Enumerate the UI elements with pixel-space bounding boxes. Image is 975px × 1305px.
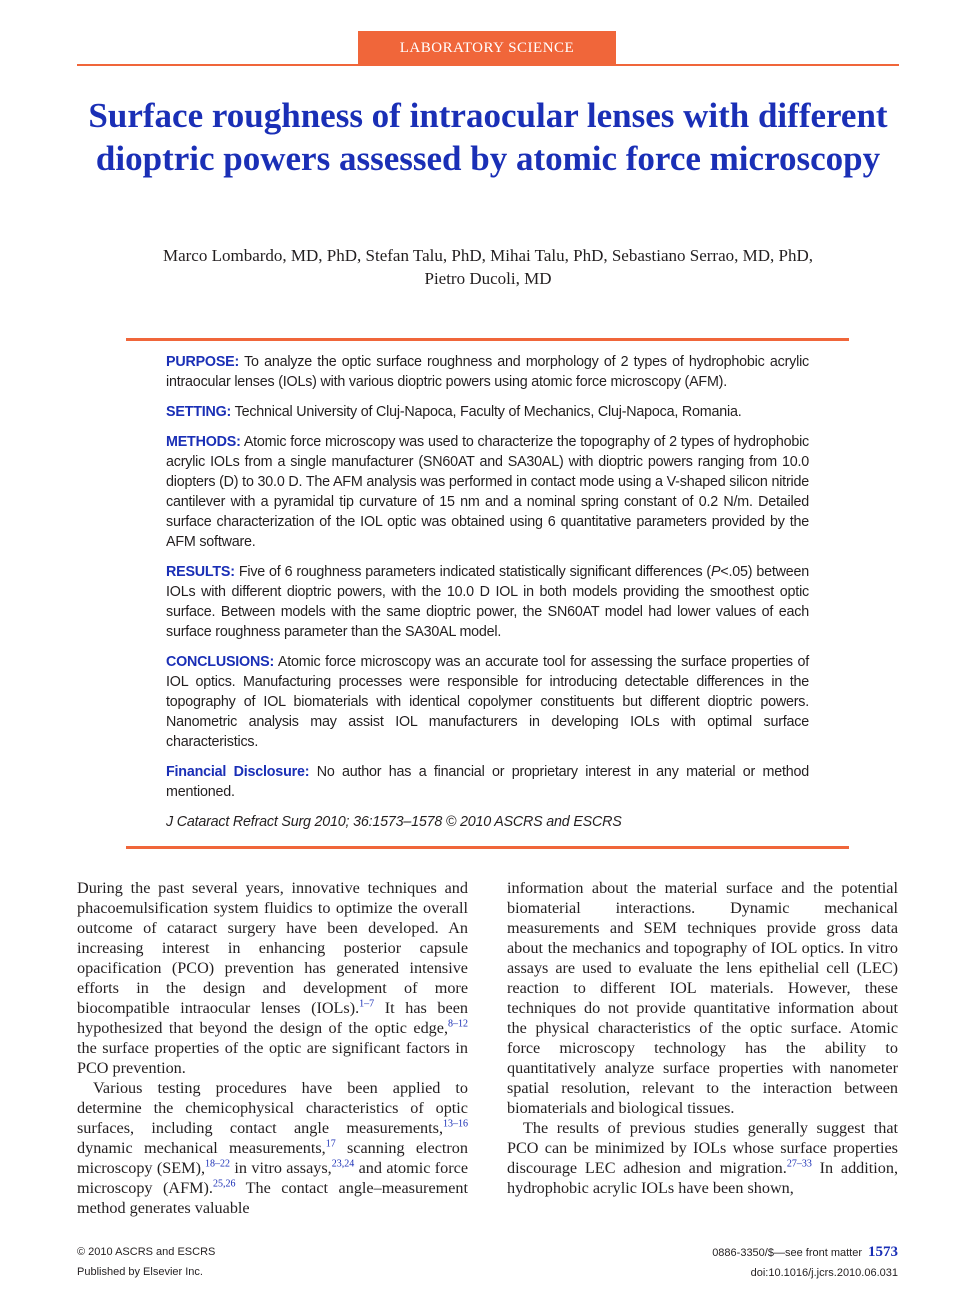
abstract	[166, 352, 809, 842]
body-column-right	[507, 878, 898, 1198]
abstract-methods	[166, 432, 809, 552]
reference-link[interactable]: 13–16	[443, 1118, 468, 1130]
article-title: Surface roughness of intraocular lenses with different dioptric powers assessed by atomic force microscopy	[88, 96, 888, 178]
page-number: 1573	[868, 1244, 898, 1260]
conclusions-label: CONCLUSIONS:	[166, 654, 275, 670]
p-value-symbol: P	[711, 564, 721, 580]
setting-label: SETTING:	[166, 404, 232, 420]
methods-text: Atomic force microscopy was used to characterize the topography of 2 types of hydrophobic acrylic IOLs from a single manufacturer (SN60AT and SA30AL) with dioptric powers ranging from 10.0 diopters (D) to 30.0 D. The AFM analysis was performed in contact mode using a V-shaped silicon nitride cantilever with a pyramidal tip curvature of 15 nm and a nominal spring constant of 0.2 N/m. Detailed surface characterization of the IOL optic was obtained using 6 quantitative parameters provided by the AFM software.	[166, 434, 810, 550]
header-rule	[77, 64, 899, 66]
financial-disclosure	[166, 762, 809, 802]
body-paragraph: information about the material surface and the potential biomaterial interactions. Dynamic mechanical measurements and SEM techniques provide gross data about the mechanics and topography of IOL optics. In vitro assays are used to evaluate the lens epithelial cell (LEC) reaction to different IOL materials. However, these techniques do not provide quantitative information about the physical characteristics of the optic surface. Atomic force microscopy technology has the ability to quantitatively analyze surface properties with nanometer spatial resolution, relevant to the interaction between biomaterials and biological tissues.	[507, 879, 898, 1117]
methods-label: METHODS:	[166, 434, 241, 450]
doi-text[interactable]: doi:10.1016/j.jcrs.2010.06.031	[750, 1267, 898, 1279]
section-tag: LABORATORY SCIENCE	[358, 31, 616, 65]
authors-line-1: Marco Lombardo, MD, PhD, Stefan Talu, PhD, Mihai Talu, PhD, Sebastiano Serrao, MD, PhD,	[162, 246, 814, 265]
footer-left	[77, 1242, 215, 1282]
body-paragraph: During the past several years, innovative techniques and phacoemulsification system fluidics to optimize the overall outcome of cataract surgery have been developed. An increasing interest in enhancing posterior capsule opacification (PCO) prevention has generated intensive efforts in the design and development of more biocompatible intraocular lenses (IOLs).$^{1-7}$ It has been hypothesized that beyond the design of the optic edge,$^{8-12}$ the surface properties of the optic are significant factors in PCO prevention.	[77, 879, 468, 1077]
conclusions-text: Atomic force microscopy was an accurate tool for assessing the surface properties of IOL optics. Manufacturing processes were responsible for introducing detectable differences in the topography of IOL biomaterials with identical copolymer constituents but different dioptric powers. Nanometric analysis may assist IOL manufacturers in developing IOLs with optimal surface characteristics.	[166, 654, 810, 750]
abstract-conclusions	[166, 652, 809, 752]
abstract-setting	[166, 402, 809, 422]
purpose-text: To analyze the optic surface roughness and morphology of 2 types of hydrophobic acrylic intraocular lenses (IOLs) with various dioptric powers using atomic force microscopy (AFM).	[166, 354, 809, 390]
results-label: RESULTS:	[166, 564, 235, 580]
reference-link[interactable]: 1–7	[359, 998, 375, 1010]
reference-link[interactable]: 25,26	[212, 1178, 236, 1190]
setting-text: Technical University of Cluj-Napoca, Faculty of Mechanics, Cluj-Napoca, Romania.	[234, 404, 742, 420]
authors-line-2: Pietro Ducoli, MD	[424, 269, 552, 288]
purpose-label: PURPOSE:	[166, 354, 240, 370]
issn-text: 0886-3350/$—see front matter	[712, 1247, 862, 1259]
abstract-results	[166, 562, 809, 642]
results-text: Five of 6 roughness parameters indicated statistically significant differences (P<.05) between IOLs with different dioptric powers, with the 10.0 D IOL in both models providing the smoothest optic surface. Between models with the same dioptric power, the SN60AT model had lower values of each surface roughness parameter than the SA30AL model.	[166, 564, 809, 640]
abstract-purpose	[166, 352, 809, 392]
reference-link[interactable]: 23,24	[331, 1158, 355, 1170]
footer-right	[712, 1242, 898, 1283]
body-paragraph: The results of previous studies generally suggest that PCO can be minimized by IOLs whose surface properties discourage LEC adhesion and migration.$^{27-33}$ In addition, hydrophobic acrylic IOLs have been shown,	[507, 1119, 898, 1197]
body-column-left	[77, 878, 468, 1218]
disclosure-text: No author has a financial or proprietary interest in any material or method mentioned.	[166, 764, 809, 800]
abstract-bottom-rule	[126, 846, 849, 849]
reference-link[interactable]: 8–12	[448, 1018, 468, 1030]
disclosure-label: Financial Disclosure:	[166, 764, 310, 780]
reference-link[interactable]: 27–33	[786, 1158, 812, 1170]
reference-link[interactable]: 17	[325, 1138, 336, 1150]
body-paragraph: Various testing procedures have been applied to determine the chemicophysical characteristics of optic surfaces, including contact angle measurements,$^{13-16}$ dynamic mechanical measurements,$^{17}$ scanning electron microscopy (SEM),$^{18-22}$ in vitro assays,$^{23,24}$ and atomic force microscopy (AFM).$^{25,26}$ The contact angle–measurement method generates valuable	[77, 1079, 469, 1217]
abstract-top-rule	[126, 338, 849, 341]
author-list	[77, 244, 899, 290]
journal-citation: J Cataract Refract Surg 2010; 36:1573–1578 © 2010 ASCRS and ESCRS	[166, 814, 622, 830]
copyright-notice: © 2010 ASCRS and ESCRS	[77, 1246, 216, 1258]
publisher-notice: Published by Elsevier Inc.	[77, 1266, 203, 1278]
reference-link[interactable]: 18–22	[205, 1158, 231, 1170]
